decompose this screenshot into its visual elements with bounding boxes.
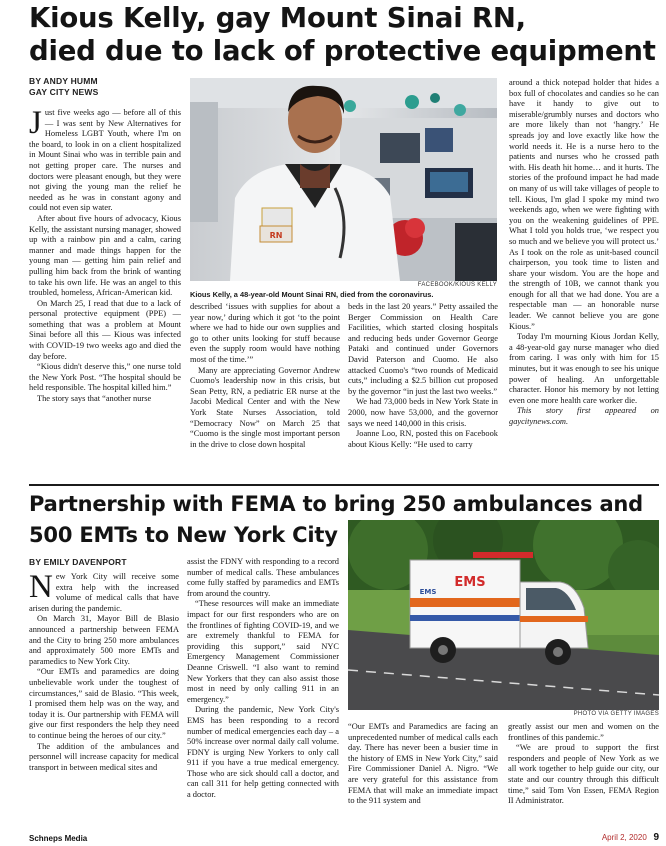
article2-paragraph: During the pandemic, New York City's EMS has been responding to a record number of medical emergencies each day – a 50% increase over normal daily call volume. FDNY is urging New Yorkers to only call 911 if you have a true medical emergency. Those who are sick should call a doctor, and can call 311 for help getting connected with a doctor. [187, 705, 339, 800]
article1-column-3 [348, 302, 498, 480]
article1-byline-author: BY ANDY HUMM [29, 76, 98, 86]
article1-paragraph: Just five weeks ago — before all of this — I was sent by New Alternatives for Homeless LGBT Youth, where I'm on the board, to look in on a client hospitalized in Mount Sinai who was in terrible pain and not getting proper care. The nurses and doctors were pleasant enough, but they were not giving the young man the relief he needed as he was in constant agony and could not even sip water. [29, 108, 181, 213]
article1-paragraph: “Kious didn't deserve this,” one nurse told the New York Post. “The hospital should be held responsible. The hospital killed him.” [29, 362, 181, 393]
article1-paragraph: The story says that “another nurse [37, 394, 152, 404]
nurse-photo-illustration [190, 78, 497, 281]
article2-paragraph: New York City will receive some extra help with the increased volume of medical calls that have arisen during the pandemic. [29, 572, 179, 613]
article1-column-2 [190, 302, 340, 480]
article1-headline-line2: died due to lack of protective equipment [29, 35, 656, 67]
ambulance-illustration [348, 520, 659, 710]
article2-paragraph: “These resources will make an immediate impact for our first responders who are on the frontlines of fighting COVID-19, and we are extremely thankful to FEMA for providing this support,” said NYC Emergency Management Commissioner Deanne Criswell. “I also want to remind New Yorkers that they can also assist those most in need by only calling 911 in an emergency.” [187, 599, 339, 704]
article2-paragraph: greatly assist our men and women on the frontlines of this pandemic.” [508, 722, 659, 742]
kious-kelly-photo [190, 78, 497, 281]
article1-paragraph: We had 73,000 beds in New York State in 2000, now have 53,000, and the governor says we need 140,000 in this crisis. [348, 397, 498, 428]
article2-paragraph: “We are proud to support the first responders and people of New York as we all work together to help guide our city, our state and our country through this difficult time,” said Tom Von Essen, FEMA Region II Administrator. [508, 743, 659, 806]
article2-column-1 [29, 572, 179, 830]
footer-publisher: Schneps Media [29, 834, 88, 843]
section-divider [29, 484, 659, 486]
article2-paragraph: The addition of the ambulances and personnel will increase capacity for medical transport in between medical sites and [29, 741, 179, 772]
article1-photo-credit: FACEBOOK/KIOUS KELLY [417, 282, 497, 288]
article2-paragraph: “Our EMTs and Paramedics are facing an unprecedented number of medical calls each day. There has never been a busier time in the history of EMS in New York City,” said Fire Commissioner Daniel A. Nigro. “We are very grateful for this assistance from FEMA that will make an immediate impact to the 911 system and [348, 722, 498, 806]
article1-paragraph: around a thick notepad holder that hides a box full of chocolates and candies so he can have it handy to give out to miserable/grumbly nurses and doctors who are more likely than not ‘hangry.’ He spreads joy and love exactly like how the world needs it. He is a nurse hero to the patients and nurses who he crossed path with. His death hit home… and it hurts. The stories of the profound impact he had made on many of us will take villages of people to tell. Kious, I'm glad I spoke my mind two weekends ago, when we were fighting with you on the weakening guidelines of PPE. What I told you holds true, ‘we respect you so much and we believe you will protect us.’ As I took on the role as unit-based council chairperson, you took time to listen and share your wisdom. You are the hope and the strength of 10B, we cannot thank you enough for all that we had done. You are a respectable man — an honorable nurse leader. We cannot believe you are gone Kious.” [509, 78, 659, 331]
article2-photo-credit: PHOTO VIA GETTY IMAGES [573, 711, 659, 717]
article1-headline [29, 2, 659, 68]
ambulance-side-text: EMS [419, 588, 437, 596]
article1-paragraph: beds in the last 20 years.” Petty assailed the Berger Commission on Health Care Facilities, which started closing hospitals and reducing beds under Governor George Pataki and continued under Governors David Paterson and Cuomo. He also attacked Cuomo's “two rounds of Medicaid cuts,” including a $2.5 billion cut proposed by the governor “in just the last two weeks.” [348, 302, 498, 396]
footer-date-page [602, 832, 659, 843]
article2-column-2 [187, 557, 339, 830]
rn-badge-text: RN [269, 231, 283, 240]
article2-headline-line2: 500 EMTs to New York City [29, 523, 338, 547]
footer-date: April 2, 2020 [601, 833, 647, 842]
article1-column-4 [509, 78, 659, 480]
article1-byline [29, 76, 189, 98]
article1-paragraph: Today I'm mourning Kious Jordan Kelly, a 48-year-old gay nurse manager who died from caring. I was only with him for 15 minutes, but it was enough to see his unique power of healing. An unforgettable character. Honor his memory by not letting even one more health care worker die. [509, 332, 659, 405]
article2-headline-line1: Partnership with FEMA to bring 250 ambulances and [29, 492, 643, 516]
article2-paragraph: “Our EMTs and paramedics are doing unbelievable work under the toughest of circumstances,” said de Blasio. “This week, I promised them help was on the way, and today it is. Our partnership with FEMA will give our first responders the help they need to continue being the heroes of our city.” [29, 667, 179, 740]
article2-column-4 [508, 722, 659, 830]
article2-column-3 [348, 722, 498, 830]
ambulance-photo [348, 520, 659, 710]
ambulance-ems-text: EMS [454, 575, 486, 590]
article2-paragraph: assist the FDNY with responding to a record number of medical calls. These ambulances come fully staffed by paramedics and EMTs from around the country. [187, 557, 339, 598]
article1-paragraph: Many are appreciating Governor Andrew Cuomo's leadership now in this crisis, but Sean Petty, RN, a pediatric ER nurse at the Jacobi Medical Center and with the New York State Nurses Association, told “Democracy Now” on March 25 that “Cuomo is the single most important person in the drive to close down hospital [190, 365, 340, 449]
footer-page-number: 9 [653, 832, 659, 843]
article1-paragraph: On March 25, I read that due to a lack of personal protective equipment (PPE) — something that was a problem at Mount Sinai before all this — Kious was infected with COVID-19 two weeks ago and died the day before. [29, 298, 181, 361]
article1-column-1 [29, 108, 181, 480]
article2-byline: BY EMILY DAVENPORT [29, 557, 127, 567]
article1-paragraph: This story first appeared on gaycitynews.com. [509, 406, 659, 426]
article1-paragraph: described ‘issues with supplies for about a year now,’ during which it got ‘to the point where we had to hide our own supplies and go to other units looking for stuff because even the supply room would have nothing most of the time.’” [190, 302, 340, 364]
article1-byline-outlet: GAY CITY NEWS [29, 87, 99, 97]
article1-headline-line1: Kious Kelly, gay Mount Sinai RN, [29, 2, 526, 34]
article1-photo-caption: Kious Kelly, a 48-year-old Mount Sinai RN, died from the coronavirus. [190, 290, 434, 299]
article1-paragraph: After about five hours of advocacy, Kious Kelly, the assistant nursing manager, showed up with a rainbow pin and a calm, caring manner and made things happen for the young man — getting him pain relief and pulling him back from the brink of wanting to take his own life. He was an angel to this troubled, homeless, African-American kid. [29, 213, 181, 298]
article1-paragraph: Joanne Loo, RN, posted this on Facebook about Kious Kelly: “He used to carry [348, 429, 498, 449]
article2-paragraph: On March 31, Mayor Bill de Blasio announced a partnership between FEMA and the City to bring 250 more ambulances and approximately 500 more EMTs and paramedics to New York City. [29, 614, 179, 666]
